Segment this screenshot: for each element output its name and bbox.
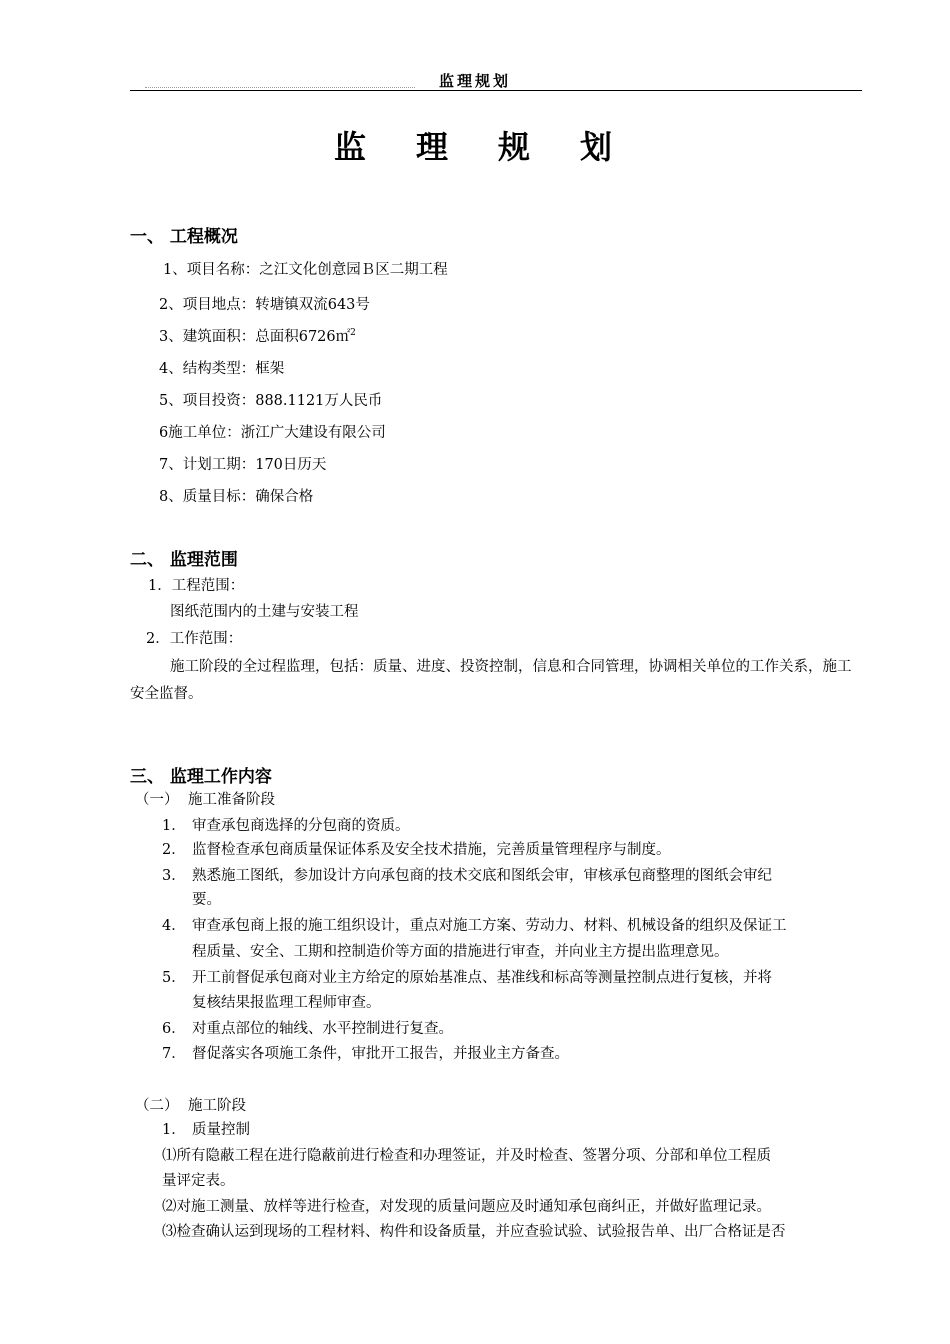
quality-control-line: ⑶检查确认运到现场的工程材料、构件和设备质量，并应查验试验、试验报告单、出厂合格证是否 bbox=[162, 1224, 786, 1240]
overview-item: 2、项目地点：转塘镇双流643号 bbox=[159, 297, 370, 313]
title-char: 规 bbox=[498, 128, 535, 166]
prep-item-text: 程质量、安全、工期和控制造价等方面的措施进行审查，并向业主方提出监理意见。 bbox=[192, 944, 729, 960]
overview-item: 5、项目投资：888.1121万人民币 bbox=[159, 393, 383, 409]
overview-item: 1、项目名称：之江文化创意园Ｂ区二期工程 bbox=[163, 262, 448, 278]
overview-item: 6施工单位：浙江广大建设有限公司 bbox=[159, 425, 386, 441]
quality-control-number: 1． bbox=[162, 1122, 186, 1138]
overview-item: 7、计划工期：170日历天 bbox=[159, 457, 327, 473]
prep-item-text: 对重点部位的轴线、水平控制进行复查。 bbox=[192, 1021, 453, 1037]
prep-item-text: 督促落实各项施工条件，审批开工报告，并报业主方备查。 bbox=[192, 1046, 569, 1062]
quality-control-line: ⑴所有隐蔽工程在进行隐蔽前进行检查和办理签证，并及时检查、签署分项、分部和单位工程质 bbox=[162, 1148, 771, 1164]
prep-item-number: 5． bbox=[162, 970, 186, 986]
header-rule bbox=[130, 90, 862, 91]
title-char: 划 bbox=[580, 128, 617, 166]
running-header-title: 监理规划 bbox=[438, 72, 511, 90]
quality-control-line: 量评定表。 bbox=[162, 1173, 235, 1189]
phase-2-label: （二） bbox=[135, 1098, 179, 1114]
prep-item-text: 开工前督促承包商对业主方给定的原始基准点、基准线和标高等测量控制点进行复核，并将 bbox=[192, 970, 772, 986]
section-1-heading: 一、 工程概况 bbox=[130, 227, 238, 247]
document-title bbox=[0, 122, 950, 168]
prep-item-number: 4． bbox=[162, 918, 186, 934]
overview-item: 3、建筑面积：总面积6726㎡ bbox=[159, 329, 351, 345]
work-scope-text: 施工阶段的全过程监理，包括：质量、进度、投资控制，信息和合同管理，协调相关单位的工作关系，施工安全监督。 bbox=[130, 659, 852, 702]
prep-item-number: 2． bbox=[162, 842, 186, 858]
prep-item-text: 要。 bbox=[192, 892, 221, 908]
prep-item-number: 6． bbox=[162, 1021, 186, 1037]
title-char: 监 bbox=[333, 128, 370, 166]
quality-control-title: 质量控制 bbox=[192, 1122, 250, 1138]
prep-item-number: 1． bbox=[162, 818, 186, 834]
header-dotted-rule bbox=[145, 87, 415, 88]
overview-item: 8、质量目标：确保合格 bbox=[159, 489, 314, 505]
prep-item-text: 复核结果报监理工程师审查。 bbox=[192, 995, 381, 1011]
section-3-heading: 三、 监理工作内容 bbox=[130, 767, 272, 787]
prep-item-text: 审查承包商上报的施工组织设计，重点对施工方案、劳动力、材料、机械设备的组织及保证工 bbox=[192, 918, 787, 934]
phase-2-title: 施工阶段 bbox=[188, 1098, 246, 1114]
scope-text: 图纸范围内的土建与安装工程 bbox=[170, 604, 359, 620]
prep-item-number: 7． bbox=[162, 1046, 186, 1062]
prep-item-text: 审查承包商选择的分包商的资质。 bbox=[192, 818, 410, 834]
work-scope-label: 2．工作范围： bbox=[146, 631, 243, 647]
prep-item-text: 监督检查承包商质量保证体系及安全技术措施，完善质量管理程序与制度。 bbox=[192, 842, 671, 858]
phase-1-label: （一） bbox=[135, 792, 179, 808]
prep-item-text: 熟悉施工图纸，参加设计方向承包商的技术交底和图纸会审，审核承包商整理的图纸会审纪 bbox=[192, 868, 772, 884]
area-superscript: 2 bbox=[350, 328, 356, 339]
overview-item-area bbox=[159, 325, 356, 346]
overview-item: 4、结构类型：框架 bbox=[159, 361, 285, 377]
scope-label: 1．工程范围： bbox=[148, 578, 245, 594]
quality-control-line: ⑵对施工测量、放样等进行检查，对发现的质量问题应及时通知承包商纠正，并做好监理记录。 bbox=[162, 1199, 771, 1215]
section-2-heading: 二、 监理范围 bbox=[130, 550, 238, 570]
phase-1-title: 施工准备阶段 bbox=[188, 792, 275, 808]
title-char: 理 bbox=[415, 128, 452, 166]
prep-item-number: 3． bbox=[162, 868, 186, 884]
